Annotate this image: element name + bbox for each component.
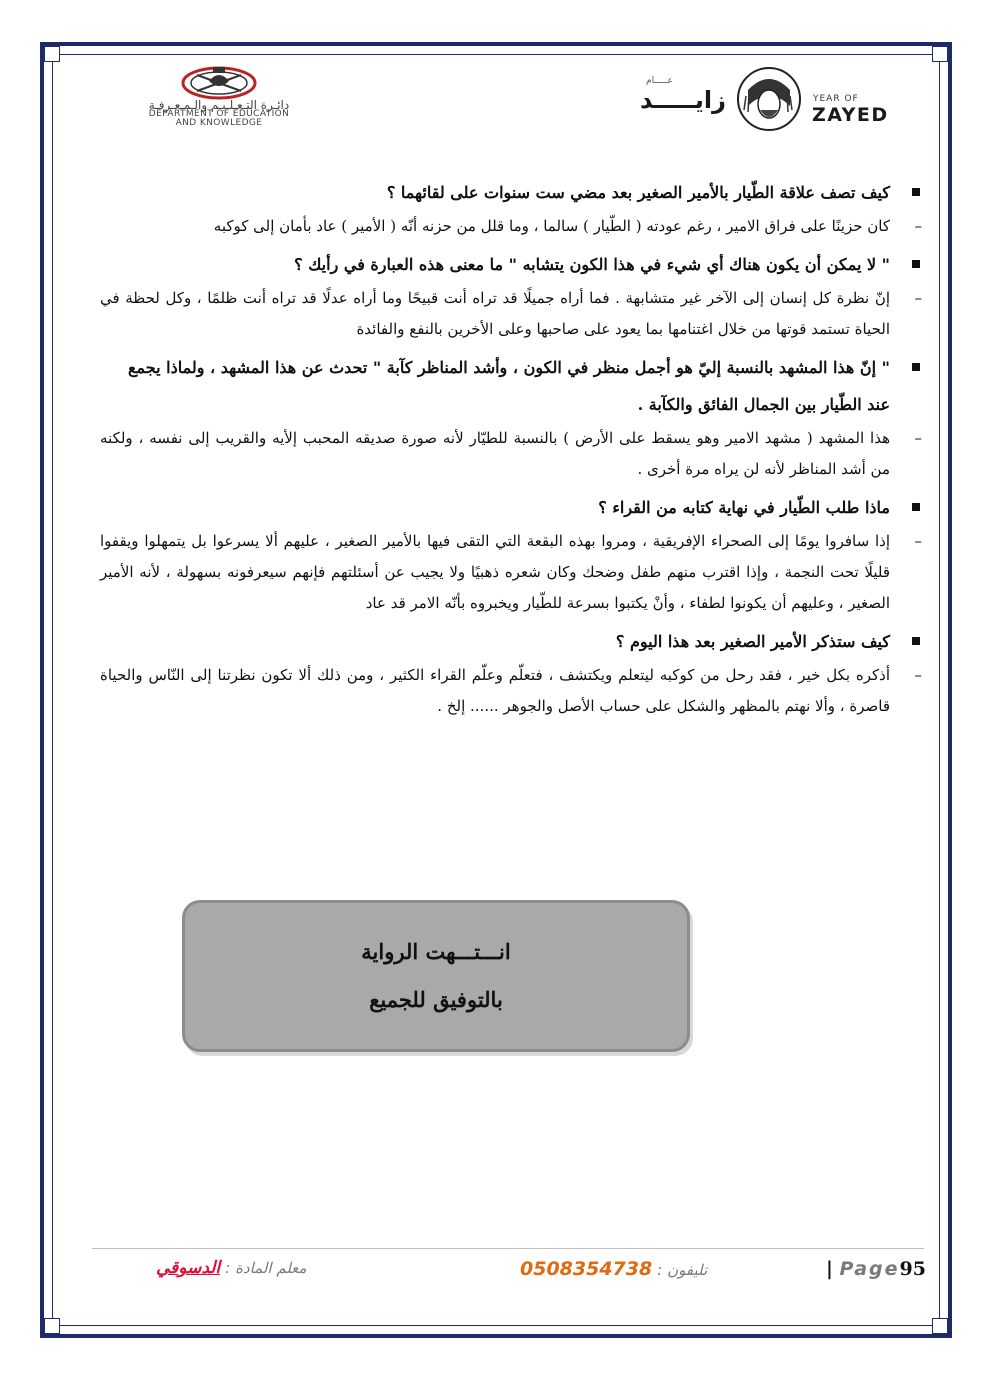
frame-corner-ornament — [44, 46, 60, 62]
page-number-block: | Page95 — [825, 1258, 926, 1280]
department-name-english: DEPARTMENT OF EDUCATION AND KNOWLEDGE — [148, 109, 290, 128]
answer: – هذا المشهد ( مشهد الامير وهو يسقط على الأرض ) بالنسبة للطيّار لأنه صورة صديقه المحبب إلأيه والقريب إلى نفسه ، ولكنه من أشد المناظر لأنه لن يراه مرة أخرى . — [100, 423, 926, 485]
closing-line-end: انـــتـــهت الرواية — [361, 939, 511, 964]
page-word: Page — [839, 1258, 900, 1280]
dash-icon: – — [914, 289, 922, 307]
bullet-square-icon — [912, 188, 920, 196]
question: " لا يمكن أن يكون هناك أي شيء في هذا الكون يتشابه " ما معنى هذه العبارة في رأيك ؟ — [100, 246, 926, 283]
dash-icon: – — [914, 532, 922, 550]
answer: – كان حزينًا على فراق الامير ، رغم عودته ( الطّيار ) سالما ، وما قلل من حزنه أنّه ( الأمير ) عاد بأمان إلى كوكبه — [100, 211, 926, 242]
frame-corner-ornament — [932, 46, 948, 62]
department-name-arabic: دائـرة التـعـلـيـم والـمـعـرفـة — [148, 98, 290, 112]
dash-icon: – — [914, 429, 922, 447]
page-footer — [96, 1254, 926, 1290]
zayed-english: ZAYED — [812, 104, 889, 126]
closing-message-box — [182, 900, 690, 1052]
teacher-name: الدسوقي — [156, 1258, 221, 1278]
bullet-square-icon — [912, 260, 920, 268]
qa-list — [100, 168, 926, 726]
department-logo — [88, 66, 350, 132]
answer: – إذا سافروا يومًا إلى الصحراء الإفريقية ، ومروا بهذه البقعة التي التقى فيها بالأمير الصغير ، عليهم ألا يسرعوا بل يتمهلوا ويقفوا قليلًا تحت النجمة ، وإذا اقترب منهم طفل وضحك وكان شعره ذهبيًا ولا يجيب عن أسئلتهم فإنهم سيعرفونه بسهولة ، لأنه الأمير الصغير ، وعليهم أن يكونوا لطفاء ، وأنْ يكتبوا بسرعة للطّيار ويخبروه بأنّه الامر قد عاد — [100, 526, 926, 619]
year-of-zayed-logo — [640, 66, 890, 132]
teacher-label: معلم المادة : — [225, 1259, 307, 1277]
year-of-label: YEAR OF — [813, 94, 859, 104]
bullet-square-icon — [912, 363, 920, 371]
zayed-arabic: زايـــــد — [640, 86, 726, 114]
question: كيف ستذكر الأمير الصغير بعد هذا اليوم ؟ — [100, 623, 926, 660]
closing-line-good-luck: بالتوفيق للجميع — [369, 987, 503, 1012]
answer: – إنّ نظرة كل إنسان إلى الآخر غير متشابهة . فما أراه جميلًا قد تراه أنت قبيحًا وما أراه عدلًا قد تراه أنت ظلمًا ، وكل لحظة في الحياة تستمد قوتها من خلال اغتنامها بما يعود على صاحبها وعلى الأخرين بالنفع والفائدة — [100, 283, 926, 345]
bullet-square-icon — [912, 503, 920, 511]
footer-divider — [92, 1248, 924, 1249]
question: كيف تصف علاقة الطّيار بالأمير الصغير بعد مضي ست سنوات على لقائهما ؟ — [100, 174, 926, 211]
teacher-block — [156, 1258, 307, 1278]
bullet-square-icon — [912, 637, 920, 645]
question: " إنّ هذا المشهد بالنسبة إليّ هو أجمل منظر في الكون ، وأشد المناظر كآبة " تحدث عن هذا المشهد ، ولماذا يجمع عند الطّيار بين الجمال الفائق والكآبة . — [100, 349, 926, 423]
emblem-icon — [88, 66, 350, 100]
dash-icon: – — [914, 217, 922, 235]
phone-number: 0508354738 — [520, 1258, 653, 1280]
dash-icon: – — [914, 666, 922, 684]
frame-corner-ornament — [44, 1318, 60, 1334]
portrait-icon — [736, 66, 802, 132]
year-label-arabic: عـــــام — [646, 76, 673, 86]
phone-label: تليفون : — [657, 1261, 708, 1279]
page-number: 95 — [899, 1258, 926, 1280]
question: ماذا طلب الطّيار في نهاية كتابه من القراء ؟ — [100, 489, 926, 526]
frame-corner-ornament — [932, 1318, 948, 1334]
phone-block — [520, 1258, 707, 1280]
answer: – أذكره بكل خير ، فقد رحل من كوكبه ليتعلم ويكتشف ، فتعلّم وعلّم القراء الكثير ، ومن ذلك ألا تكون نظرتنا إلى النّاس والحياة قاصرة ، وألا نهتم بالمظهر والشكل على حساب الأصل والجوهر ...... إلخ . — [100, 660, 926, 722]
